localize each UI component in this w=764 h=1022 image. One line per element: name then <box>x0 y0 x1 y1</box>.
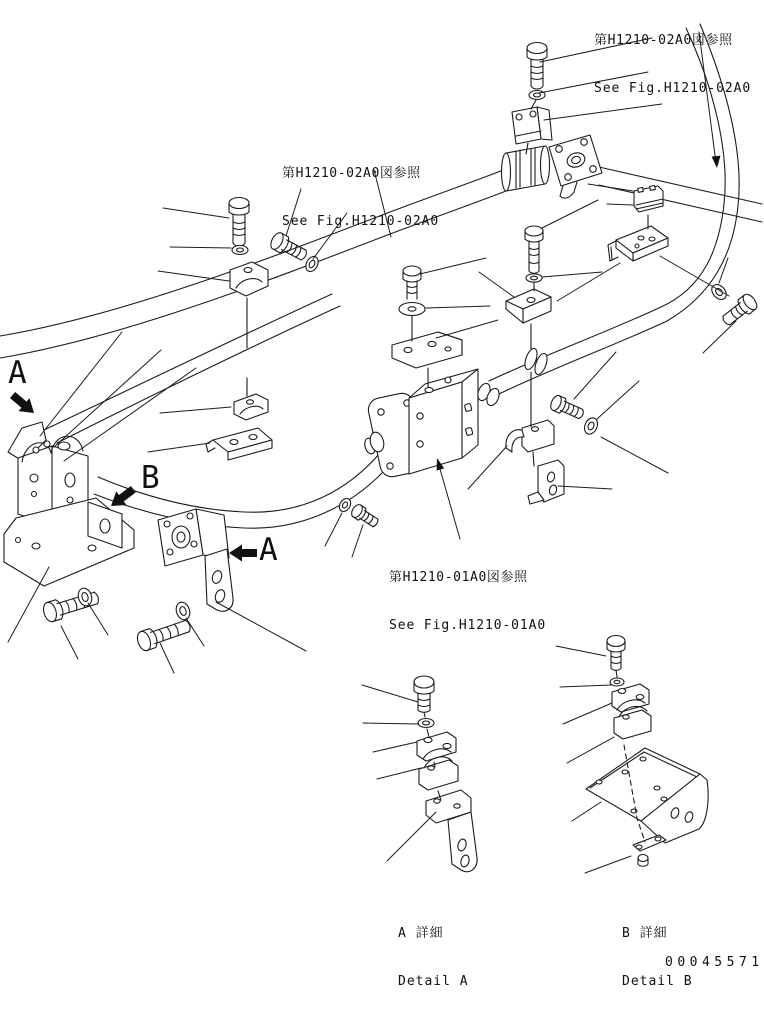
mount-plate <box>586 748 708 843</box>
bracket-plate-center <box>506 289 551 323</box>
bolt <box>229 198 249 247</box>
pipe-collars <box>523 347 550 376</box>
view-arrow-a2 <box>229 545 257 562</box>
detail-a-view <box>414 676 477 872</box>
washer <box>610 678 624 686</box>
washer <box>709 282 729 303</box>
bolt <box>414 676 434 712</box>
washer <box>399 303 425 316</box>
washer <box>232 246 248 255</box>
bolt <box>527 43 547 90</box>
reference-label-mid-left-jp: 第H1210-02A0図参照 <box>282 166 421 181</box>
detail-b-view <box>586 636 708 867</box>
reference-label-mid-left <box>282 134 439 262</box>
washer <box>76 586 94 607</box>
washer <box>174 600 192 621</box>
top-elbow-assembly <box>502 135 603 198</box>
bolt <box>349 503 380 530</box>
upper-left-clamp <box>230 262 268 296</box>
clamp-upper <box>417 732 456 761</box>
view-arrow-a1 <box>7 388 39 419</box>
bolt <box>403 266 421 299</box>
flange-bracket-b <box>158 509 233 611</box>
reference-label-center-en: See Fig.H1210-01A0 <box>389 618 547 633</box>
washer <box>526 274 542 282</box>
bolt <box>525 226 543 273</box>
center-manifold-block <box>363 369 501 479</box>
l-bracket-center <box>392 332 462 368</box>
bolt <box>549 394 586 422</box>
clamp-lower <box>419 757 458 790</box>
pipe-saddle-clamp <box>506 420 554 452</box>
washer <box>418 719 434 728</box>
foot-bracket-center <box>528 460 564 504</box>
detail-a-label-jp: A 詳細 <box>398 926 444 941</box>
bolt <box>41 588 101 624</box>
detail-b-label-jp: B 詳細 <box>622 926 668 941</box>
view-letter-b: B <box>141 460 160 496</box>
bolt <box>135 616 193 653</box>
detail-b-label-en: Detail B <box>622 974 693 989</box>
reference-label-center-jp: 第H1210-01A0図参照 <box>389 570 528 585</box>
reference-label-center <box>389 538 546 666</box>
pipe-clamp-mid-left <box>234 394 268 420</box>
lower-fitting <box>633 835 666 866</box>
view-letter-a1: A <box>8 355 27 391</box>
reference-label-top-right-jp: 第H1210-02A0図参照 <box>594 33 733 48</box>
detail-a-label-en: Detail A <box>398 974 469 989</box>
pipe-bracket-right <box>608 226 668 261</box>
reference-label-mid-left-en: See Fig.H1210-02A0 <box>282 214 440 229</box>
bracket-plate-mid-left <box>206 428 272 460</box>
reference-label-top-right-en: See Fig.H1210-02A0 <box>594 81 752 96</box>
top-clamp-bracket <box>512 107 552 144</box>
drawing-number: 00045571 <box>665 955 764 970</box>
reference-label-top-right <box>594 1 751 129</box>
detail-a-label <box>398 894 469 1022</box>
view-letter-a2: A <box>259 532 278 568</box>
support-bracket <box>426 790 477 872</box>
pipe-clamp-right <box>634 186 663 212</box>
bolt <box>607 636 625 671</box>
